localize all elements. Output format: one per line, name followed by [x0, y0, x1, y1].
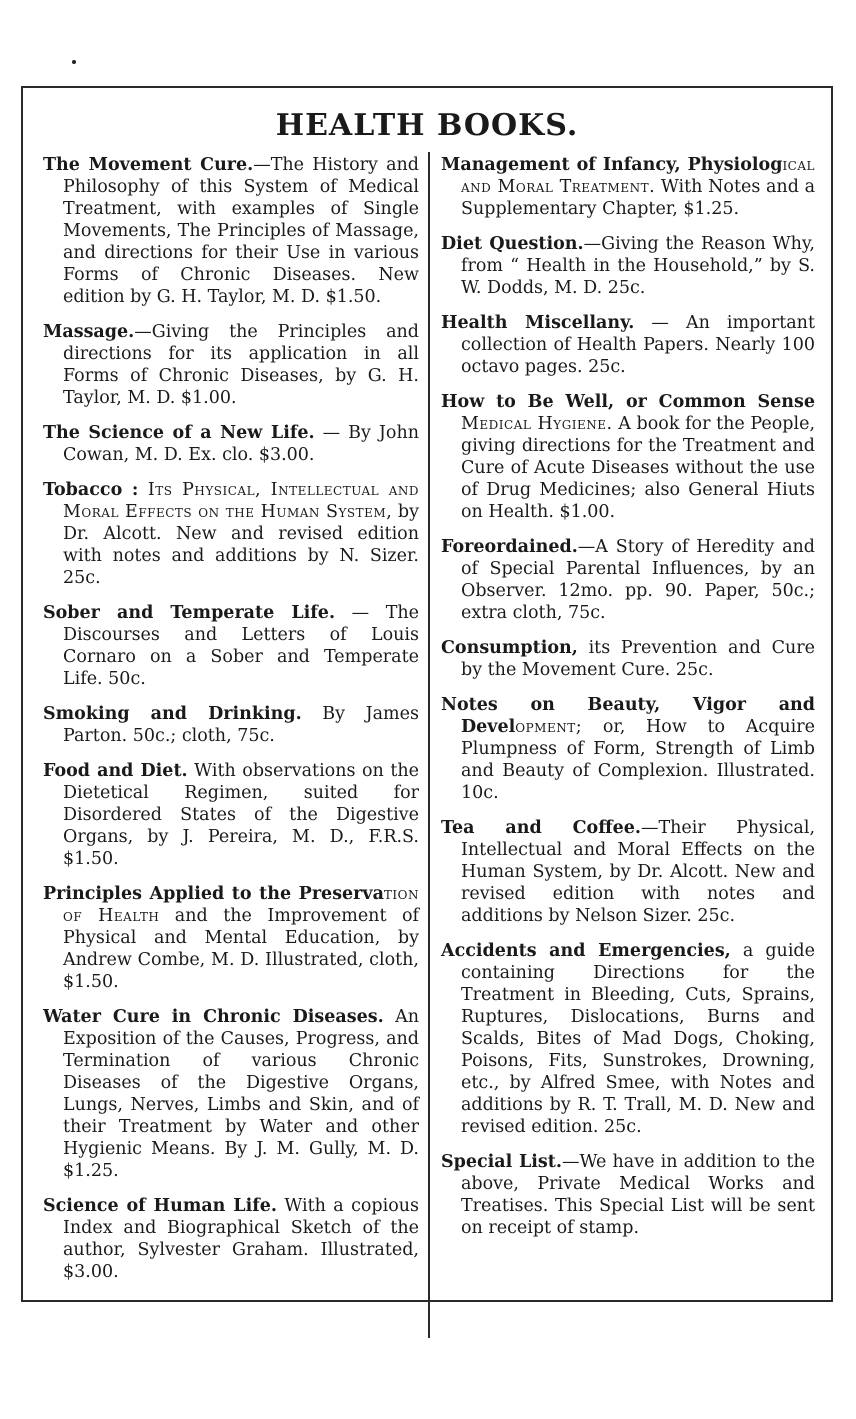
book-description: —Their Physical, Intellectual and Moral Effects on the Human System, by Dr. Alcott. New and revised edition with notes and additions by Nelson Sizer. 25c.	[461, 818, 816, 926]
book-title: Tea and Coffee.	[441, 818, 641, 838]
book-subtitle: Its Physical, Intellectual and Moral Effects on the Human System,	[63, 480, 419, 522]
book-description: With Notes and a Supplementary Chapter, $1.25.	[461, 177, 816, 219]
book-description: With observations on the Dietetical Regimen, suited for Disordered States of the Digestive Organs, by J. Pereira, M. D., F.R.S. $1.50.	[63, 761, 419, 869]
book-title: Diet Question.	[441, 234, 584, 254]
book-title: Tobacco :	[43, 480, 139, 500]
book-title: Consumption,	[441, 638, 578, 658]
book-description: — The Discourses and Letters of Louis Cornaro on a Sober and Temperate Life. 50c.	[63, 603, 419, 689]
book-entry	[441, 694, 815, 804]
book-description: or, How to Acquire Plumpness of Form, Strength of Limb and Beauty of Complexion. Illustrated. 10c.	[461, 717, 815, 803]
book-description: —We have in addition to the above, Private Medical Works and Treatises. This Special List will be sent on receipt of stamp.	[461, 1152, 815, 1238]
book-description: —Giving the Reason Why, from “ Health in the Household,” by S. W. Dodds, M. D. 25c.	[461, 234, 815, 298]
book-entry	[441, 637, 815, 681]
book-description: By James Parton. 50c.; cloth, 75c.	[63, 704, 419, 746]
book-entry	[43, 1006, 419, 1182]
column-divider	[428, 152, 430, 1338]
book-title: Principles Applied to the Preserva	[43, 884, 384, 904]
book-subtitle: Medical Hygiene.	[461, 414, 613, 434]
book-entry	[441, 154, 815, 220]
right-column	[441, 154, 815, 1252]
book-subtitle: ical and Moral Treatment.	[461, 155, 815, 197]
book-title: Water Cure in Chronic Diseases.	[43, 1007, 384, 1027]
book-title: Food and Diet.	[43, 761, 188, 781]
book-entry	[441, 312, 815, 378]
book-subtitle: opment;	[515, 717, 583, 737]
book-title: Accidents and Emergencies,	[441, 941, 731, 961]
book-title: Science of Human Life.	[43, 1196, 277, 1216]
book-list-frame	[21, 86, 833, 1302]
book-title: The Science of a New Life.	[43, 423, 315, 443]
book-entry	[43, 479, 419, 589]
book-title: Management of Infancy, Physiolog	[441, 155, 783, 175]
book-entry	[441, 1151, 815, 1239]
book-subtitle: tion of Health	[63, 884, 419, 926]
page-title: HEALTH BOOKS.	[275, 108, 579, 143]
book-title: Foreordained.	[441, 537, 578, 557]
book-title: Sober and Temperate Life.	[43, 603, 336, 623]
book-description: and the Improvement of Physical and Mental Education, by Andrew Combe, M. D. Illustrated, cloth, $1.50.	[63, 906, 419, 992]
ink-speck	[72, 60, 76, 64]
book-title: Special List.	[441, 1152, 562, 1172]
book-entry	[43, 883, 419, 993]
book-entry	[43, 760, 419, 870]
book-entry	[43, 321, 419, 409]
book-description: its Prevention and Cure by the Movement Cure. 25c.	[461, 638, 815, 680]
book-description: — An important collection of Health Papers. Nearly 100 octavo pages. 25c.	[461, 313, 815, 377]
book-entry	[43, 154, 419, 308]
book-title: The Movement Cure.	[43, 155, 254, 175]
book-title: Notes on Beauty, Vigor and Devel	[441, 695, 815, 737]
book-title: Massage.	[43, 322, 135, 342]
book-entry	[441, 233, 815, 299]
left-column	[43, 154, 419, 1296]
book-entry	[43, 1195, 419, 1283]
book-description: A book for the People, giving directions for the Treatment and Cure of Acute Diseases without the use of Drug Medicines; also General Hiuts on Health. $1.00.	[461, 414, 816, 522]
book-description: a guide containing Directions for the Treatment in Bleeding, Cuts, Sprains, Ruptures, Dislocations, Burns and Scalds, Bites of Mad Dogs, Choking, Poisons, Fits, Sunstrokes, Drowning, etc., by Alfred Smee, with Notes and additions by R. T. Trall, M. D. New and revised edition. 25c.	[461, 941, 815, 1137]
book-title: Health Miscellany.	[441, 313, 635, 333]
book-description: An Exposition of the Causes, Progress, and Termination of various Chronic Diseases of the Digestive Organs, Lungs, Nerves, Limbs and Skin, and of their Treatment by Water and other Hygienic Means. By J. M. Gully, M. D. $1.25.	[63, 1007, 419, 1181]
book-entry	[441, 391, 815, 523]
book-entry	[441, 940, 815, 1138]
book-description: —The History and Philosophy of this System of Medical Treatment, with examples of Single Movements, The Principles of Massage, and directions for their Use in various Forms of Chronic Diseases. New edition by G. H. Taylor, M. D. $1.50.	[63, 155, 419, 307]
book-entry	[43, 703, 419, 747]
book-entry	[441, 536, 815, 624]
book-description: — By John Cowan, M. D. Ex. clo. $3.00.	[63, 423, 420, 465]
book-entry	[43, 422, 419, 466]
book-title: How to Be Well, or Common Sense	[441, 392, 815, 412]
book-entry	[441, 817, 815, 927]
book-entry	[43, 602, 419, 690]
book-description: —Giving the Principles and directions for its application in all Forms of Chronic Diseases, by G. H. Taylor, M. D. $1.00.	[63, 322, 419, 408]
book-title: Smoking and Drinking.	[43, 704, 302, 724]
book-description: —A Story of Heredity and of Special Parental Influences, by an Observer. 12mo. pp. 90. Paper, 50c.; extra cloth, 75c.	[461, 537, 815, 623]
book-description: by Dr. Alcott. New and revised edition with notes and additions by N. Sizer. 25c.	[63, 502, 419, 588]
book-description: With a copious Index and Biographical Sketch of the author, Sylvester Graham. Illustrated, $3.00.	[63, 1196, 419, 1282]
